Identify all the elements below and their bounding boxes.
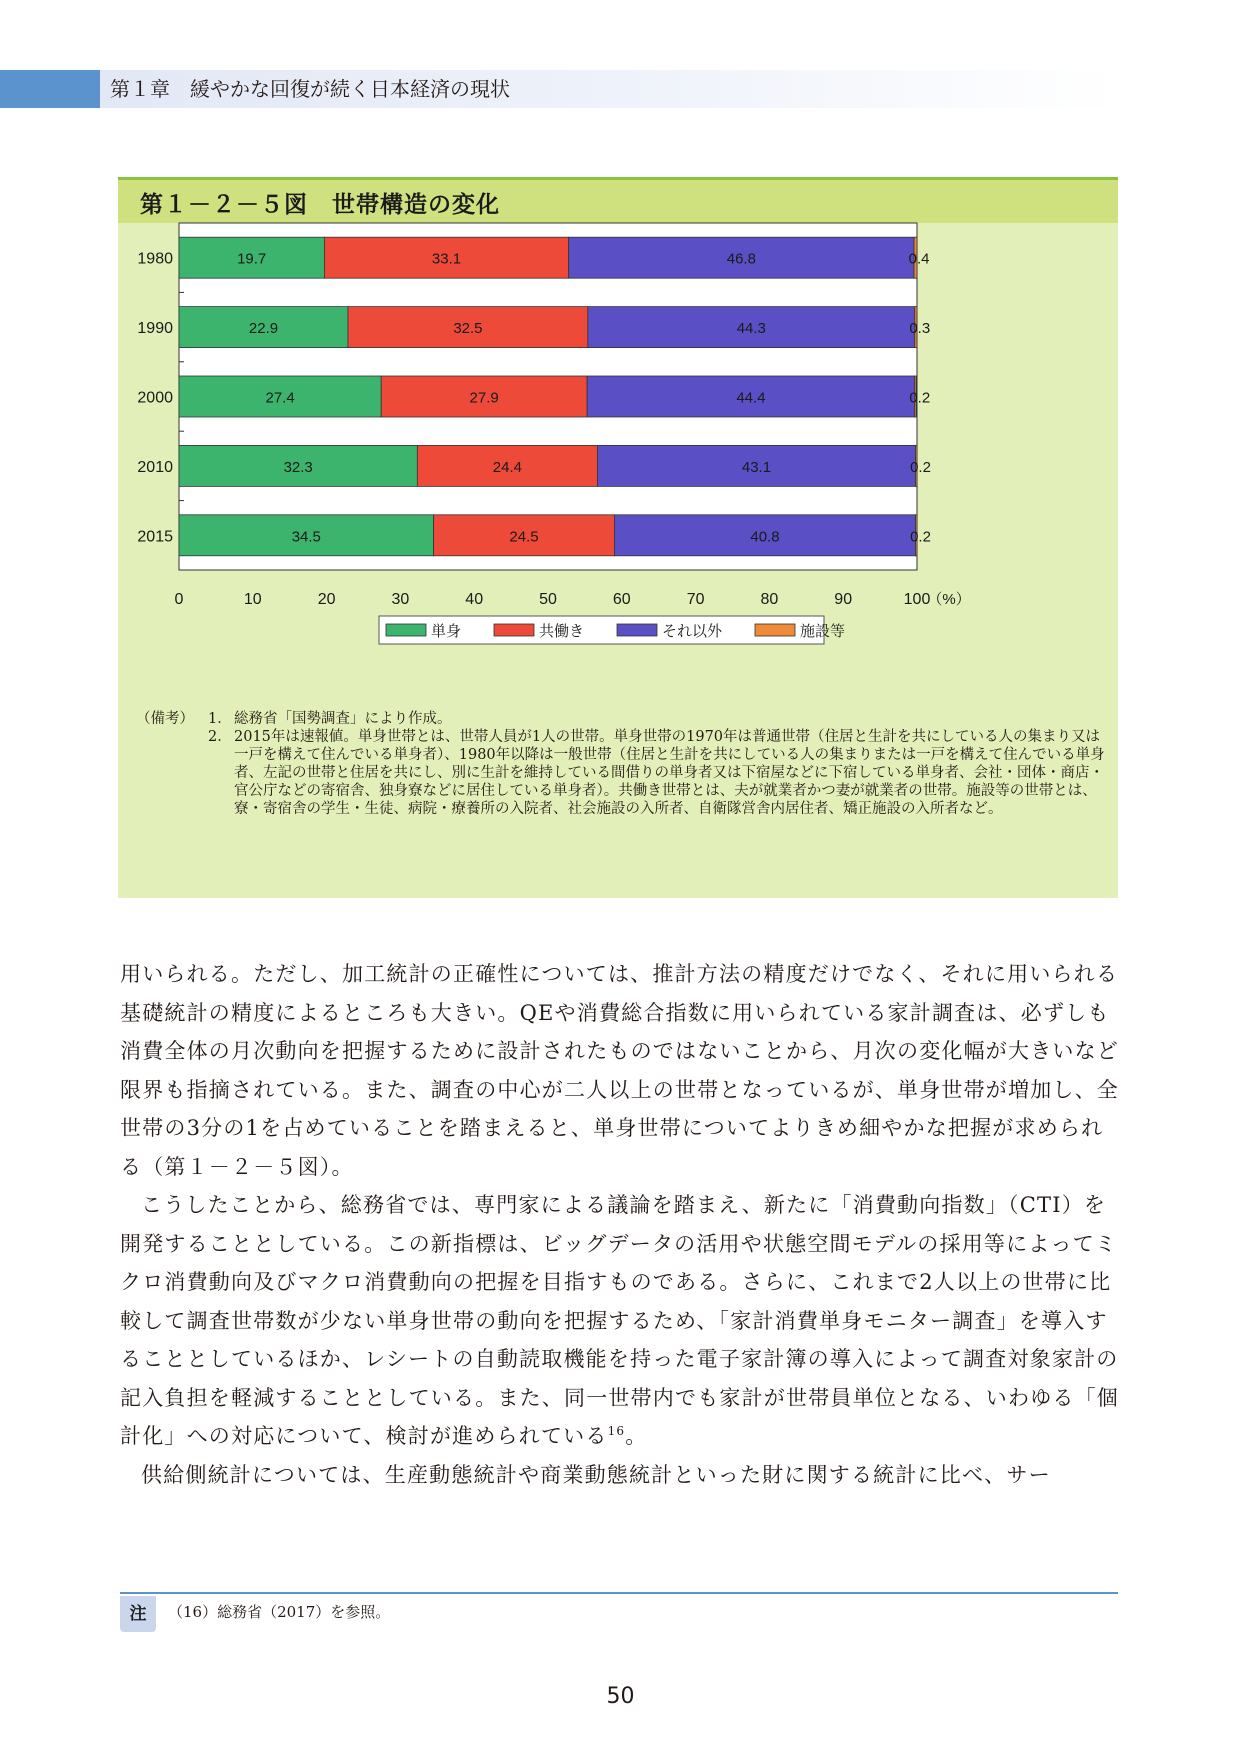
data-label: 0.2 — [909, 389, 931, 407]
data-label: 0.2 — [910, 458, 931, 476]
footnote-reference: 16 — [607, 1424, 626, 1438]
data-label: 43.1 — [741, 458, 772, 476]
data-label: 32.5 — [453, 320, 483, 338]
category-label: 1980 — [137, 250, 173, 268]
note-item — [136, 710, 1106, 728]
data-label: 27.9 — [469, 389, 499, 407]
data-label: 33.1 — [431, 250, 462, 268]
x-tick-label: 80 — [760, 591, 779, 608]
body-paragraph — [120, 1186, 1120, 1456]
note-number: 2． — [208, 729, 232, 745]
legend-label: それ以外 — [662, 623, 723, 640]
body-paragraph-end: 。 — [625, 1424, 648, 1448]
body-paragraph: 用いられる。ただし、加工統計の正確性については、推計方法の精度だけでなく、それに用いられる基礎統計の精度によるところも大きい。QEや消費総合指数に用いられている家計調査は、必ずしも消費全体の月次動向を把握するために設計されたものではないことから、月次の変化幅が大きいなど限界も指摘されている。また、調査の中心が二人以上の世帯となっているが、単身世帯が増加し、全世帯の3分の1を占めていることを踏まえると、単身世帯についてよりきめ細やかな把握が求められる（第１－２－５図）。 — [120, 962, 1119, 1179]
note-text: 2015年は速報値。単身世帯とは、世帯人員が1人の世帯。単身世帯の1970年は普通世帯（住居と生計を共にしている人の集まり又は一戸を構えて住んでいる単身者）、1980年以降は一般世帯（住居と生計を共にしている人の集まりまたは一戸を構えて住んでいる単身者、左記の世帯と住居を共にし、別に生計を維持している間借りの単身者又は下宿屋などに下宿している単身者、会社・団体・商店・官公庁などの寄宿舎、独身寮などに居住している単身者）。共働き世帯とは、夫が就業者かつ妻が就業者の世帯。施設等の世帯とは、寮・寄宿舎の学生・生徒、病院・療養所の入院者、社会施設の入所者、自衛隊営舎内居住者、矯正施設の入所者など。 — [234, 729, 1105, 817]
body-text — [120, 955, 1120, 1494]
x-tick-label: 90 — [834, 591, 853, 608]
legend-swatch — [755, 624, 795, 636]
figure-box — [118, 177, 1118, 898]
data-label: 44.4 — [736, 389, 766, 407]
data-label: 32.3 — [283, 458, 313, 476]
note-number: 1． — [208, 711, 232, 727]
category-label: 2015 — [137, 528, 173, 546]
x-tick-label: 40 — [465, 591, 484, 608]
header-tab — [0, 70, 100, 108]
stacked-bar-chart — [118, 177, 1118, 707]
legend-label: 共働き — [539, 623, 585, 640]
data-label: 40.8 — [750, 528, 780, 546]
category-label: 2010 — [137, 458, 173, 476]
data-label: 34.5 — [291, 528, 321, 546]
category-label: 1990 — [137, 320, 173, 338]
x-tick-label: 20 — [317, 591, 336, 608]
data-label: 22.9 — [248, 320, 279, 338]
footnote-divider — [120, 1592, 1118, 1594]
notes — [136, 710, 1106, 818]
x-tick-label: 30 — [391, 591, 410, 608]
legend-label: 単身 — [431, 623, 462, 640]
x-tick-label: 50 — [539, 591, 557, 608]
notes-label: （備考） — [136, 711, 194, 727]
data-label: 0.4 — [908, 250, 930, 268]
page-number: 50 — [606, 1684, 635, 1709]
note-item — [136, 728, 1106, 818]
x-tick-label: 0 — [174, 591, 184, 608]
legend-swatch — [617, 624, 657, 636]
data-label: 44.3 — [736, 320, 766, 338]
x-tick-label: 70 — [686, 591, 705, 608]
x-tick-label: 10 — [243, 591, 262, 608]
data-label: 24.5 — [509, 528, 539, 546]
legend-label: 施設等 — [800, 623, 846, 640]
data-label: 46.8 — [726, 250, 756, 268]
figure-label: 第１－２－５図 世帯構造の変化 — [140, 192, 500, 218]
body-paragraph-text: こうしたことから、総務省では、専門家による議論を踏まえ、新たに「消費動向指数」（CTI）を開発することとしている。この新指標は、ビッグデータの活用や状態空間モデルの採用等によってミクロ消費動向及びマクロ消費動向の把握を目指すものである。さらに、これまで2人以上の世帯に比較して調査世帯数が少ない単身世帯の動向を把握するため、「家計消費単身モニター調査」を導入することとしているほか、レシートの自動読取機能を持った電子家計簿の導入によって調査対象家計の記入負担を軽減することとしている。また、同一世帯内でも家計が世帯員単位となる、いわゆる「個計化」への対応について、検討が進められている — [120, 1193, 1119, 1448]
legend-swatch — [494, 624, 534, 636]
category-label: 2000 — [137, 389, 173, 407]
data-label: 0.2 — [910, 528, 931, 546]
data-label: 0.3 — [909, 320, 931, 338]
x-axis-unit: （%） — [927, 591, 971, 608]
legend-swatch — [386, 624, 426, 636]
data-label: 27.4 — [265, 389, 295, 407]
body-paragraph: 供給側統計については、生産動態統計や商業動態統計といった財に関する統計に比べ、サー — [141, 1462, 1051, 1487]
data-label: 24.4 — [492, 458, 523, 476]
note-text: 総務省「国勢調査」により作成。 — [234, 711, 452, 727]
x-tick-label: 60 — [612, 591, 631, 608]
footnote-text: （16）総務省（2017）を参照。 — [168, 1603, 391, 1621]
chapter-title: 第１章 緩やかな回復が続く日本経済の現状 — [110, 77, 510, 101]
x-tick-label: 100 — [903, 591, 931, 608]
data-label: 19.7 — [237, 250, 267, 268]
footnote-badge: 注 — [120, 1596, 156, 1632]
